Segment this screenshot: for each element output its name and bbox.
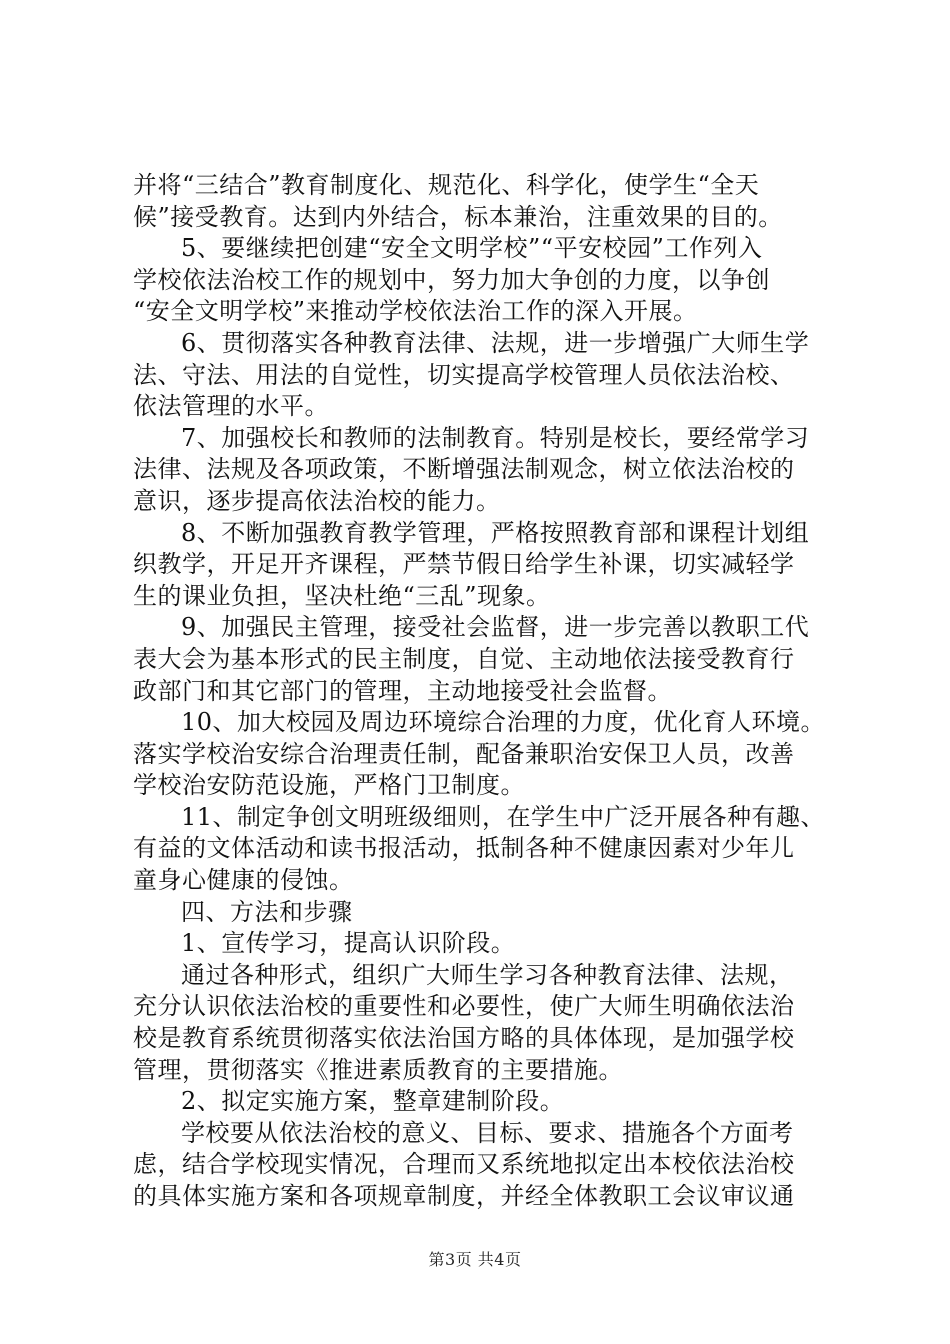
section-heading: 四、方法和步骤	[181, 897, 353, 926]
body-line-2: 候”接受教育。达到内外结合，标本兼治，注重效果的目的。	[133, 202, 783, 231]
body-line-3: 5、要继续把创建“安全文明学校”“平安校园”工作列入	[181, 234, 763, 263]
body-line-19: 落实学校治安综合治理责任制，配备兼职治安保卫人员，改善	[133, 739, 795, 768]
body-line-10: 法律、法规及各项政策，不断增强法制观念，树立依法治校的	[133, 455, 795, 484]
body-line-5: “安全文明学校”来推动学校依法治工作的深入开展。	[133, 297, 698, 326]
body-line-11: 意识，逐步提高依法治校的能力。	[133, 486, 501, 515]
body-line-14: 生的课业负担，坚决杜绝“三乱”现象。	[133, 581, 551, 610]
body-line-15: 9、加强民主管理，接受社会监督，进一步完善以教职工代	[181, 613, 810, 642]
body-line-17: 政部门和其它部门的管理，主动地接受社会监督。	[133, 676, 672, 705]
body-line-31: 学校要从依法治校的意义、目标、要求、措施各个方面考	[181, 1118, 794, 1147]
body-line-29: 管理，贯彻落实《推进素质教育的主要措施。	[133, 1055, 623, 1084]
body-line-33: 的具体实施方案和各项规章制度，并经全体教职工会议审议通	[133, 1182, 795, 1210]
body-line-23: 童身心健康的侵蚀。	[133, 866, 354, 895]
body-line-18: 10、加大校园及周边环境综合治理的力度，优化育人环境。	[181, 708, 826, 737]
body-line-22: 有益的文体活动和读书报活动，抵制各种不健康因素对少年儿	[133, 834, 795, 863]
body-line-12: 8、不断加强教育教学管理，严格按照教育部和课程计划组	[181, 518, 810, 547]
body-line-28: 校是教育系统贯彻落实依法治国方略的具体体现，是加强学校	[133, 1024, 795, 1053]
body-line-9: 7、加强校长和教师的法制教育。特别是校长，要经常学习	[181, 423, 810, 452]
page-number-footer: 第3页 共4页	[428, 1250, 522, 1269]
body-line-20: 学校治安防范设施，严格门卫制度。	[133, 771, 525, 800]
body-line-13: 织教学，开足开齐课程，严禁节假日给学生补课，切实减轻学	[133, 550, 795, 579]
document-body	[133, 170, 833, 1213]
body-line-7: 法、守法、用法的自觉性，切实提高学校管理人员依法治校、	[133, 360, 795, 389]
step-heading-1: 1、宣传学习，提高认识阶段。	[181, 929, 516, 958]
body-line-8: 依法管理的水平。	[133, 392, 329, 421]
body-line-21: 11、制定争创文明班级细则，在学生中广泛开展各种有趣、	[181, 802, 826, 831]
step-heading-2: 2、拟定实施方案，整章建制阶段。	[181, 1087, 565, 1116]
body-line-1: 并将“三结合”教育制度化、规范化、科学化，使学生“全天	[133, 171, 760, 199]
body-line-16: 表大会为基本形式的民主制度，自觉、主动地依法接受教育行	[133, 644, 795, 673]
body-line-6: 6、贯彻落实各种教育法律、法规，进一步增强广大师生学	[181, 328, 810, 357]
body-line-27: 充分认识依法治校的重要性和必要性，使广大师生明确依法治	[133, 992, 795, 1021]
body-line-32: 虑，结合学校现实情况，合理而又系统地拟定出本校依法治校	[133, 1150, 795, 1179]
body-line-26: 通过各种形式，组织广大师生学习各种教育法律、法规，	[181, 960, 794, 989]
body-line-4: 学校依法治校工作的规划中，努力加大争创的力度，以争创	[133, 265, 770, 294]
